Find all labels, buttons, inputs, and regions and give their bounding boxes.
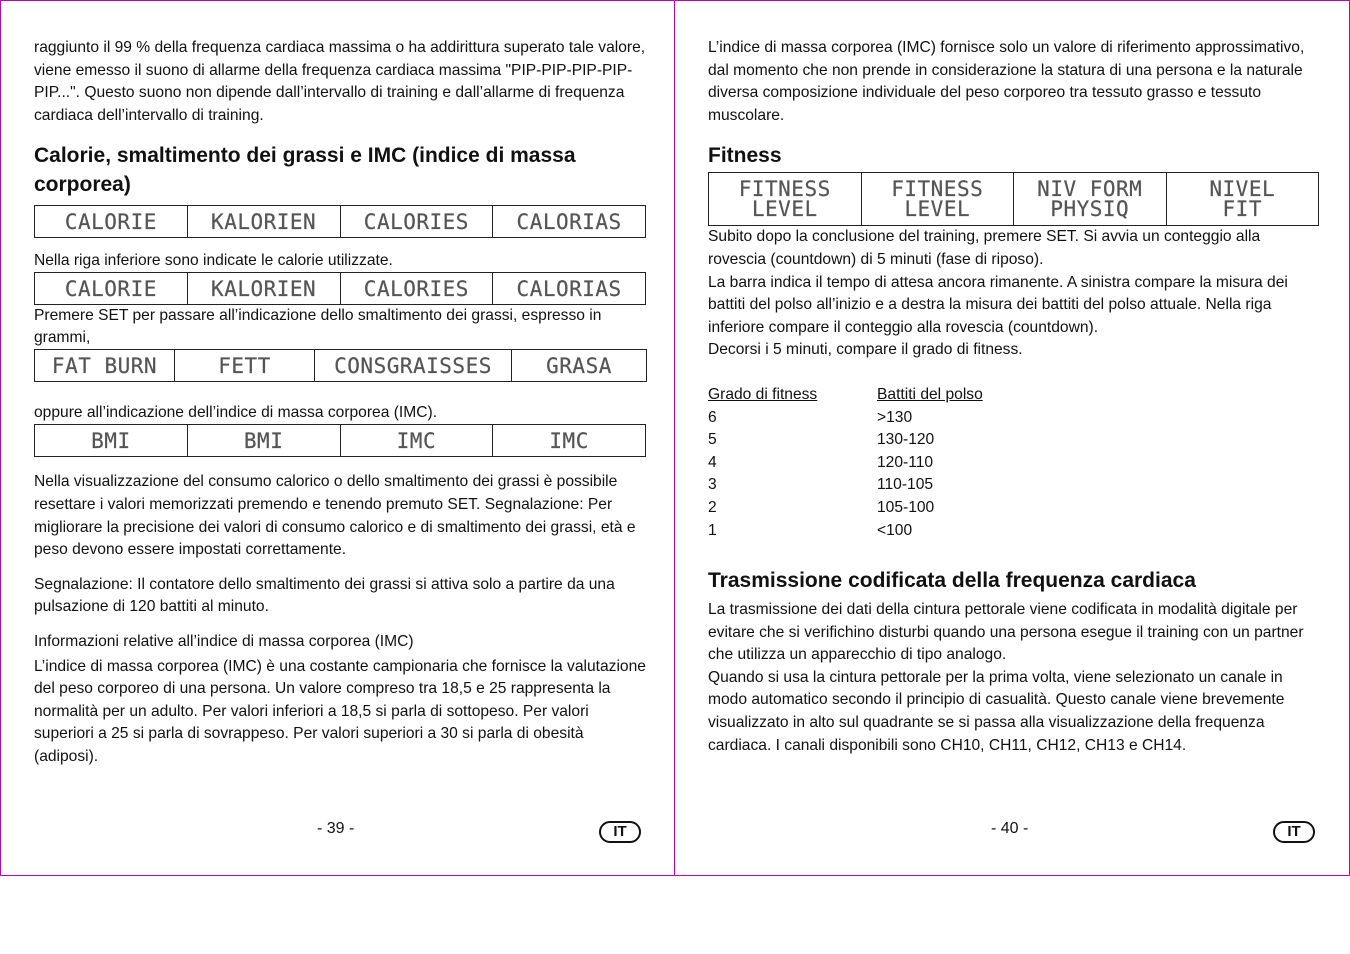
lcd-cell: KALORIEN [187,273,340,305]
lcd-cell: CALORIE [35,273,188,305]
section-heading-fitness: Fitness [708,144,782,168]
lcd-cell: KALORIEN [187,206,340,238]
lcd-cell [1166,173,1319,226]
lcd-calorie-table-2 [34,272,646,305]
grade-cell: 3 [708,476,717,494]
left-column [34,34,646,769]
grade-cell: 1 [708,521,717,539]
lcd-cell: FAT BURN [35,350,175,382]
language-badge: IT [599,821,641,843]
grade-cell: 2 [708,498,717,516]
bmi-reference-paragraph: L’indice di massa corporea (IMC) fornisce solo un valore di riferimento approssimativo, dal momento che non prende in considerazione la statura di una persona e la naturale diversa composizione individuale del peso corporeo tra tessuto grasso e tessuto muscolare. [708,39,1305,124]
section-heading-transmission: Trasmissione codificata della frequenza cardiaca [708,569,1196,593]
lcd-cell: FETT [175,350,315,382]
lcd-cell: CALORIES [340,206,493,238]
page-number: - 39 - [317,820,355,837]
lcd-cell: BMI [187,425,340,457]
lcd-fat-table [34,349,647,382]
table-row [708,407,1320,430]
column-header: Grado di fitness [708,385,818,403]
lcd-cell: IMC [493,425,646,457]
lcd-line: NIVEL [1209,177,1276,202]
table-row [708,452,1320,475]
table-header-row [708,384,1320,407]
lcd-cell [1014,173,1167,226]
lcd-cell: CALORIES [340,273,493,305]
page-number: - 40 - [991,820,1029,837]
lcd-line: LEVEL [751,197,818,222]
lcd-cell: GRASA [512,350,647,382]
lcd-calorie-table-1 [34,205,646,238]
pulse-cell: <100 [877,521,913,539]
lcd-line: PHYSIQ [1050,197,1130,222]
column-header: Battiti del polso [877,385,983,403]
pulse-cell: 130-120 [877,431,935,449]
lcd-line: FITNESS [891,177,984,202]
page-40 [674,0,1350,876]
intro-paragraph: raggiunto il 99 % della frequenza cardiaca massima o ha addirittura superato tale valore, viene emesso il suono di allarme della frequenza cardiaca massima "PIP-PIP-PIP-PIP-PIP...". Questo suono non dipende dall’intervallo di training e dall’allarme di frequenza cardiaca dell’intervallo di training. [34,39,646,124]
language-badge: IT [1273,821,1315,843]
lcd-fitness-table [708,172,1319,226]
table-row [708,497,1320,520]
lcd-cell [709,173,862,226]
section-heading-calorie: Calorie, smaltimento dei grassi e IMC (indice di massa corporea) [34,144,576,197]
fat-note: Premere SET per passare all’indicazione dello smaltimento dei grassi, espresso in grammi, [34,307,602,347]
fitness-paragraph: Subito dopo la conclusione del training, premere SET. Si avvia un conteggio alla rovescia (countdown) di 5 minuti (fase di riposo). La barra indica il tempo di attesa ancora rimanente. A sinistra compare la misura dei battiti del polso all’inizio e a destra la misura dei battiti del polso attuale. Nella riga inferiore compare il conteggio alla rovescia (countdown). Decorsi i 5 minuti, compare il grado di fitness. [708,228,1288,359]
transmission-paragraph: La trasmissione dei dati della cintura pettorale viene codificata in modalità digitale per evitare che si verifichino disturbi quando una persona esegue il training con un partner che utilizza un apparecchio di tipo analogo. Quando si usa la cintura pettorale per la prima volta, viene selezionato un canale in modo automatico secondo il principio di casualità. Questo canale viene brevemente visualizzato in alto sul quadrante se si passa alla visualizzazione della frequenza cardiaca. I canali disponibili sono CH10, CH11, CH12, CH13 e CH14. [708,601,1304,754]
lcd-line: LEVEL [904,197,971,222]
lcd-cell: CALORIAS [493,206,646,238]
counter-note: Segnalazione: Il contatore dello smaltimento dei grassi si attiva solo a partire da una pulsazione di 120 battiti al minuto. [34,575,615,616]
calorie-note: Nella riga inferiore sono indicate le calorie utilizzate. [34,252,393,270]
grade-cell: 5 [708,431,717,449]
table-row [708,429,1320,452]
pulse-cell: 105-100 [877,498,935,516]
grade-cell: 6 [708,408,717,426]
grade-cell: 4 [708,453,717,471]
lcd-line: NIV FORM [1037,177,1143,202]
lcd-cell: CALORIE [35,206,188,238]
lcd-cell: CALORIAS [493,273,646,305]
lcd-cell: IMC [340,425,493,457]
page-39 [0,0,675,876]
bmi-note: oppure all’indicazione dell’indice di massa corporea (IMC). [34,404,438,422]
reset-note: Nella visualizzazione del consumo calorico o dello smaltimento dei grassi è possibile resettare i valori memorizzati premendo e tenendo premuto SET. Segnalazione: Per migliorare la precisione dei valori di consumo calorico e di smaltimento dei grassi, età e peso devono essere impostati correttamente. [34,473,636,559]
lcd-line: FIT [1222,197,1262,222]
info-paragraph: L’indice di massa corporea (IMC) è una costante campionaria che fornisce la valutazione del peso corporeo di una persona. Un valore compreso tra 18,5 e 25 rappresenta la normalità per un adulto. Per valori inferiori a 18,5 si parla di sottopeso. Per valori superiori a 25 si parla di sovrappeso. Per valori superiori a 30 si parla di obesità (adiposi). [34,657,646,765]
fitness-grade-table [708,384,1320,542]
lcd-bmi-table [34,424,646,457]
pulse-cell: 110-105 [877,476,934,494]
pulse-cell: >130 [877,408,913,426]
lcd-line: FITNESS [738,177,831,202]
table-row [708,474,1320,497]
right-column [708,34,1320,757]
lcd-cell: BMI [35,425,188,457]
pulse-cell: 120-110 [877,453,934,471]
info-subheading: Informazioni relative all’indice di massa corporea (IMC) [34,632,414,650]
table-row [708,520,1320,543]
lcd-cell [861,173,1014,226]
lcd-cell: CONSGRAISSES [315,350,512,382]
